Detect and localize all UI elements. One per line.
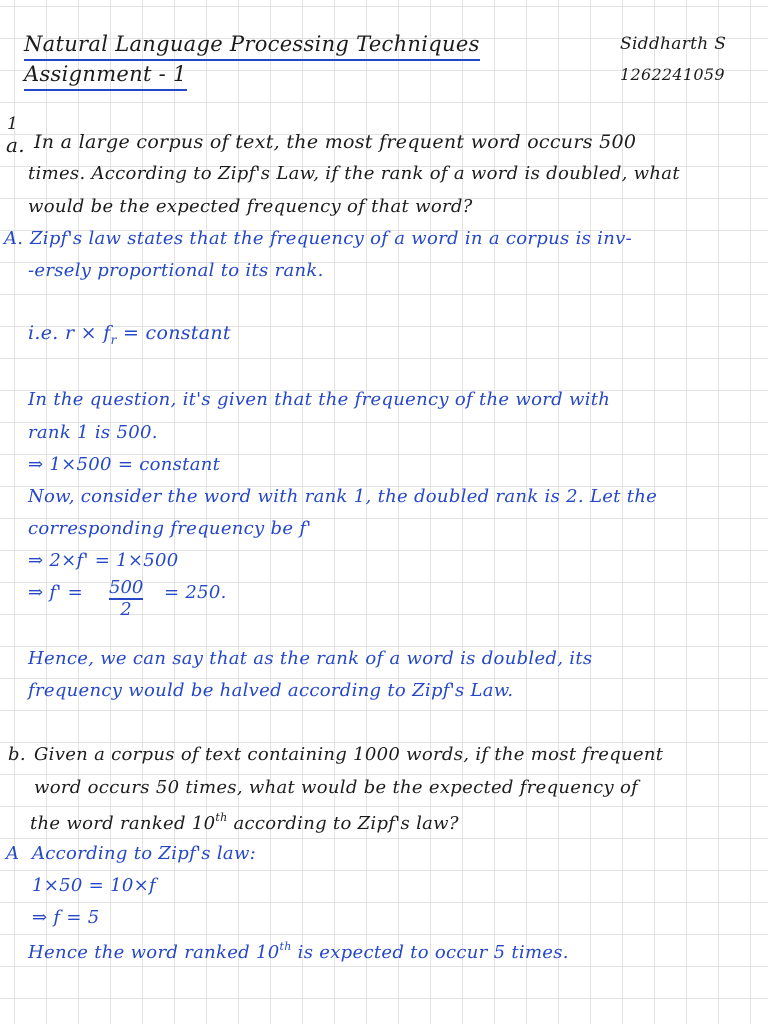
answer-b-line-1: According to Zipf's law: (32, 843, 257, 864)
fraction-500-over-2: $\frac{500}{2}$ (109, 577, 144, 620)
answer-a-line-1: Zipf's law states that the frequency of a word in a corpus is inv- (30, 228, 632, 249)
answer-a-conclusion-2: frequency would be halved according to Zipf's Law. (28, 680, 514, 701)
answer-b-line-2: 1×50 = 10×f (32, 875, 156, 896)
answer-a-line-9: ⇒ 2×f' = 1×500 (28, 550, 179, 571)
question-a-line-1: In a large corpus of text, the most frequent word occurs 500 (34, 131, 637, 153)
question-b-line-1: Given a corpus of text containing 1000 words, if the most frequent (34, 744, 664, 765)
section-number: 1 (7, 114, 19, 134)
question-a-line-2: times. According to Zipf's Law, if the rank of a word is doubled, what (28, 163, 680, 184)
zipf-equation: i.e. $r \times f_r$ = constant (28, 322, 231, 347)
course-title: Natural Language Processing Techniques (24, 34, 480, 55)
answer-a-line-4: In the question, it's given that the frequency of the word with (28, 389, 611, 410)
answer-b-line-4: Hence the word ranked 10th is expected to occur 5 times. (28, 940, 569, 963)
answer-a-line-5: rank 1 is 500. (28, 422, 158, 443)
answer-a-conclusion-1: Hence, we can say that as the rank of a word is doubled, its (28, 648, 593, 669)
answer-a-result: = 250. (164, 582, 227, 603)
answer-a-line-8: corresponding frequency be f' (28, 518, 312, 539)
question-b-line-2: word occurs 50 times, what would be the expected frequency of (34, 777, 639, 798)
student-name: Siddharth S (620, 34, 727, 54)
answer-b-label: A (6, 843, 20, 864)
answer-a-line-7: Now, consider the word with rank 1, the doubled rank is 2. Let the (28, 486, 658, 507)
question-b-line-3: the word ranked 10th according to Zipf's law? (30, 811, 459, 834)
assignment-title: Assignment - 1 (24, 64, 187, 85)
question-b-label: b. (8, 744, 26, 765)
answer-a-line-6: ⇒ 1×500 = constant (28, 454, 221, 475)
question-a-line-3: would be the expected frequency of that word? (28, 196, 473, 217)
answer-a-line-2: -ersely proportional to its rank. (28, 260, 324, 281)
question-a-label: a. (6, 133, 25, 157)
answer-b-line-3: ⇒ f = 5 (32, 907, 100, 928)
student-id: 1262241059 (620, 65, 725, 84)
answer-a-label: A. (4, 228, 24, 249)
answer-a-line-10: ⇒ f' = (28, 582, 84, 603)
